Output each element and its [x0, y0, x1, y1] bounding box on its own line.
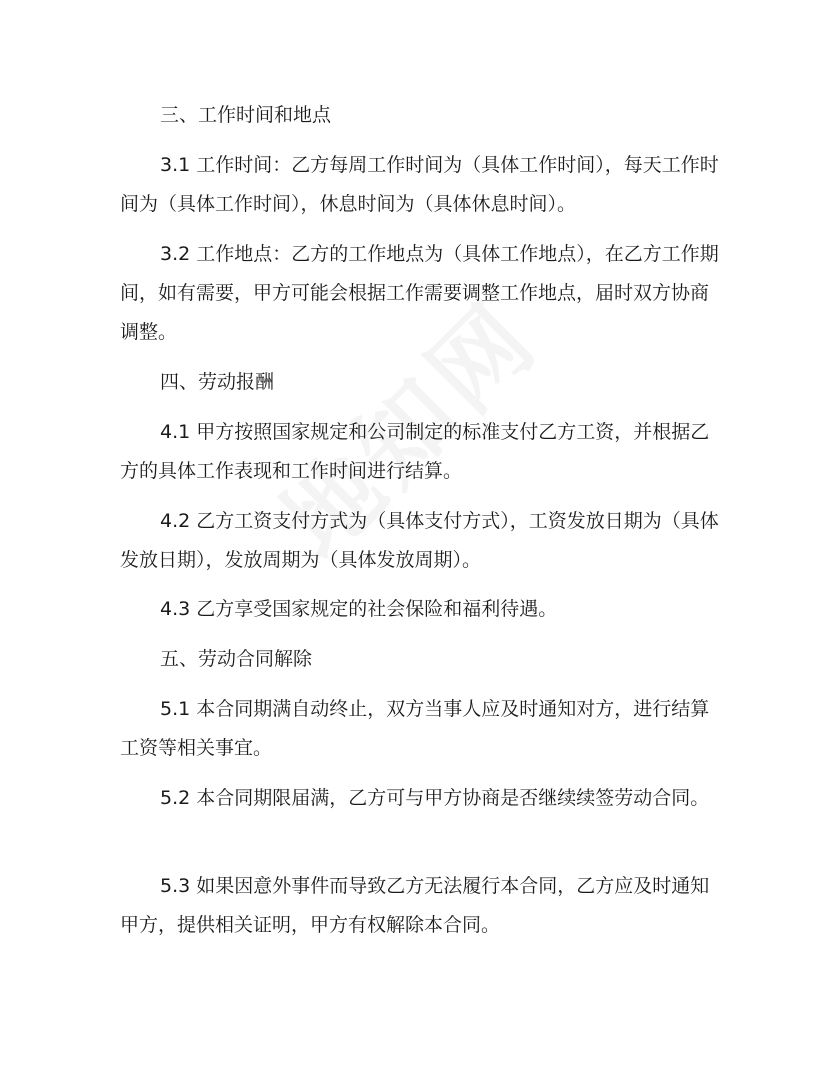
section-heading-remuneration: 四、劳动报酬 [160, 371, 275, 393]
clause-5-1: 5.1 本合同期满自动终止，双方当事人应及时通知对方，进行结算工资等相关事宜。 [120, 698, 710, 759]
clause-5-2: 5.2 本合同期限届满，乙方可与甲方协商是否继续续签劳动合同。 [160, 787, 710, 809]
clause-4-1: 4.1 甲方按照国家规定和公司制定的标准支付乙方工资，并根据乙方的具体工作表现和工作时间进行结算。 [120, 421, 710, 482]
section-heading-work-time-place: 三、工作时间和地点 [160, 104, 332, 126]
clause-4-2: 4.2 乙方工资支付方式为（具体支付方式），工资发放日期为（具体发放日期），发放周期为（具体发放周期）。 [120, 510, 719, 571]
section-heading-termination: 五、劳动合同解除 [160, 648, 313, 670]
clause-3-1: 3.1 工作时间：乙方每周工作时间为（具体工作时间），每天工作时间为（具体工作时间），休息时间为（具体休息时间）。 [120, 154, 719, 215]
clause-4-3: 4.3 乙方享受国家规定的社会保险和福利待遇。 [160, 598, 558, 620]
clause-5-3: 5.3 如果因意外事件而导致乙方无法履行本合同，乙方应及时通知甲方，提供相关证明，甲方有权解除本合同。 [120, 875, 710, 936]
clause-3-2: 3.2 工作地点：乙方的工作地点为（具体工作地点），在乙方工作期间，如有需要，甲方可能会根据工作需要调整工作地点，届时双方协商调整。 [120, 243, 719, 343]
